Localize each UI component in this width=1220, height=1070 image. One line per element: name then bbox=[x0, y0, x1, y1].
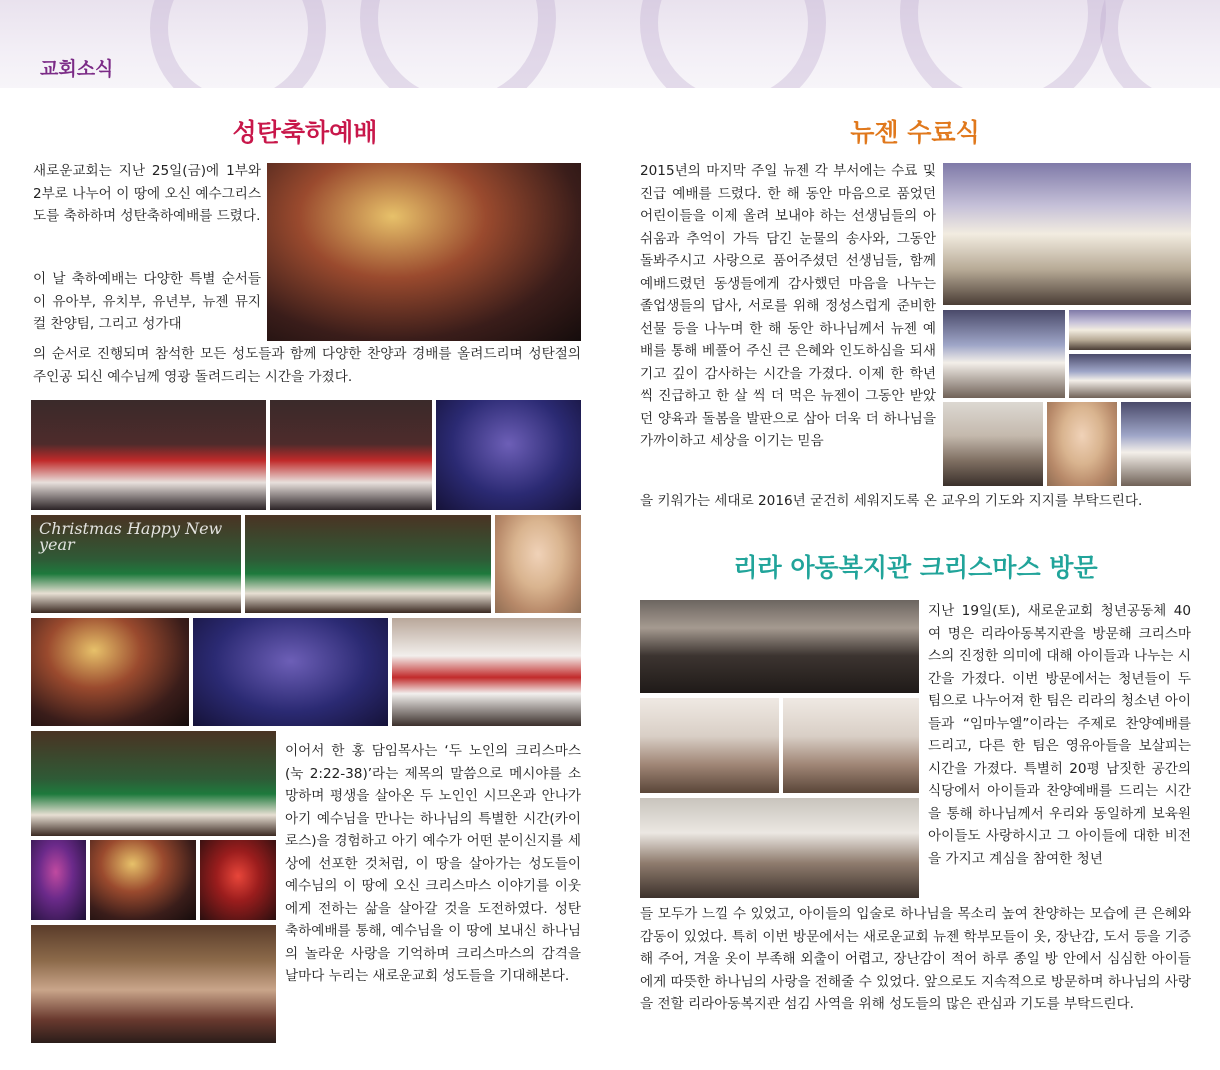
decor-circle bbox=[900, 0, 1106, 88]
photo-dining-hall bbox=[640, 798, 919, 898]
header-band bbox=[0, 0, 1220, 88]
photo-violinist bbox=[31, 840, 86, 920]
photo-nativity bbox=[31, 618, 189, 726]
photo-graduates bbox=[943, 163, 1191, 305]
photo-dance bbox=[193, 618, 388, 726]
lila-title: 리라 아동복지관 크리스마스 방문 bbox=[733, 553, 1098, 582]
banner-text: Christmas Happy New year bbox=[39, 519, 223, 554]
decor-circle bbox=[360, 0, 556, 88]
newgen-title: 뉴젠 수료식 bbox=[850, 118, 980, 147]
photo-volunteers bbox=[640, 600, 919, 693]
photo-congregation bbox=[31, 925, 276, 1043]
christmas-para-3: 이어서 한 홍 담임목사는 ‘두 노인의 크리스마스(눅 2:22-38)’라는 제목의 말씀으로 메시야를 소망하며 평생을 살아온 두 노인인 시므온과 안나가 아기 예수님을 만나는 하나님의 특별한 시간(카이로스)을 경험하고 아기 예수가 어떤 분이신지를 세상에 선포한 것처럼, 이 땅을 살아가는 성도들이 예수님의 이 땅에 오신 크리스마스 이야기를 이웃에게 전하는 삶을 살아갈 것을 도전하였다. 성탄 축하예배를 통해, 예수님을 이 땅에 보내신 하나님의 놀라운 사랑을 기억하며 크리스마스의 감격을 날마다 누리는 새로운교회 성도들을 기대해본다. bbox=[285, 743, 581, 984]
christmas-title: 성탄축하예배 bbox=[232, 118, 378, 147]
photo-ceremony bbox=[1069, 310, 1191, 350]
decor-circle bbox=[640, 0, 826, 88]
photo-star-costume bbox=[436, 400, 581, 510]
decor-circle bbox=[150, 0, 326, 88]
photo-child bbox=[1047, 402, 1117, 486]
photo-pastor bbox=[200, 840, 276, 920]
christmas-para-1: 새로운교회는 지난 25일(금)에 1부와 2부로 나누어 이 땅에 오신 예수그리스도를 축하하며 성탄축하예배를 드렸다. bbox=[33, 163, 261, 224]
newgen-body: 2015년의 마지막 주일 뉴젠 각 부서에는 수료 및 진급 예배를 드렸다. 한 해 동안 마음으로 품었던 어린이들을 이제 올려 보내야 하는 선생님들의 아쉬움과 추억이 가득 담긴 눈물의 송사와, 그동안 돌봐주시고 사랑으로 품어주셨던 선생님들, 함께 예배드렸던 동생들에게 감사했던 마음을 나누는 졸업생들의 답사, 서로를 위해 정성스럽게 준비한 선물 등을 나누며 한 해 동안 하나님께서 뉴젠 예배를 통해 베풀어 주신 큰 은혜와 인도하심을 되새기고 깊이 감사하는 시간을 가졌다. 이제 한 학년씩 진급하고 한 살 씩 더 먹은 뉴젠이 그동안 받았던 양육과 돌봄을 발판으로 삼아 더욱 더 하나님을 가까이하고 세상을 이기는 믿음 bbox=[640, 163, 936, 449]
photo-reading bbox=[1121, 402, 1191, 486]
photo-green-dancers bbox=[245, 515, 491, 613]
photo-drawing bbox=[783, 698, 919, 793]
lila-body: 지난 19일(토), 새로운교회 청년공동체 40여 명은 리라아동복지관을 방문해 크리스마스의 진정한 의미에 대해 아이들과 나누는 시간을 가졌다. 이번 방문에서는 청년들이 두 팀으로 나누어져 한 팀은 리라의 청소년 아이들과 “임마누엘”이라는 주제로 찬양예배를 드리고, 다른 한 팀은 영유아들을 보살피는 시간을 가졌다. 특별히 20평 남짓한 공간의 식당에서 아이들과 찬양예배를 드리는 시간을 통해 하나님께서 우리와 동일하게 보육원 아이들도 사랑하시고 그 아이들에 대한 비전을 가지고 계심을 참여한 청년 bbox=[928, 603, 1191, 867]
photo-grad-caps bbox=[943, 310, 1065, 398]
photo-kids-stage bbox=[270, 400, 432, 510]
photo-gift bbox=[943, 402, 1043, 486]
section-label: 교회소식 bbox=[40, 58, 114, 80]
christmas-para-2-full: 의 순서로 진행되며 참석한 모든 성도들과 함께 다양한 찬양과 경배를 올려드리며 성탄절의 주인공 되신 예수님께 영광 돌려드리는 시간을 가졌다. bbox=[33, 346, 581, 385]
christmas-para-2-top: 이 날 축하예배는 다양한 특별 순서들이 유아부, 유치부, 유년부, 뉴젠 뮤지컬 찬양팀, 그리고 성가대 bbox=[33, 271, 261, 332]
newgen-body-full: 을 키워가는 세대로 2016년 굳건히 세워지도록 온 교우의 기도와 지지를 부탁드린다. bbox=[640, 493, 1143, 509]
photo-choir bbox=[392, 618, 581, 726]
photo-sanctuary bbox=[267, 163, 581, 341]
photo-musical bbox=[31, 731, 276, 836]
photo-green-kids bbox=[31, 515, 241, 613]
photo-girl bbox=[495, 515, 581, 613]
lila-body-full: 들 모두가 느낄 수 있었고, 아이들의 입술로 하나님을 목소리 높여 찬양하는 모습에 큰 은혜와 감동이 있었다. 특히 이번 방문에서는 새로운교회 뉴젠 학부모들이 옷, 장난감, 도서 등을 기증해 주어, 겨울 옷이 부족해 외출이 어렵고, 장난감이 적어 하루 종일 방 안에서 심심한 아이들에게 따뜻한 하나님의 사랑을 전해줄 수 있었다. 앞으로도 지속적으로 방문하며 하나님의 사랑을 전할 리라아동복지관 섬김 사역을 위해 성도들의 많은 관심과 기도를 부탁드린다. bbox=[640, 906, 1191, 1012]
photo-table bbox=[640, 698, 779, 793]
photo-kids-red bbox=[31, 400, 266, 510]
decor-circle bbox=[1100, 0, 1220, 88]
photo-singer bbox=[90, 840, 196, 920]
photo-stage-kids bbox=[1069, 354, 1191, 398]
